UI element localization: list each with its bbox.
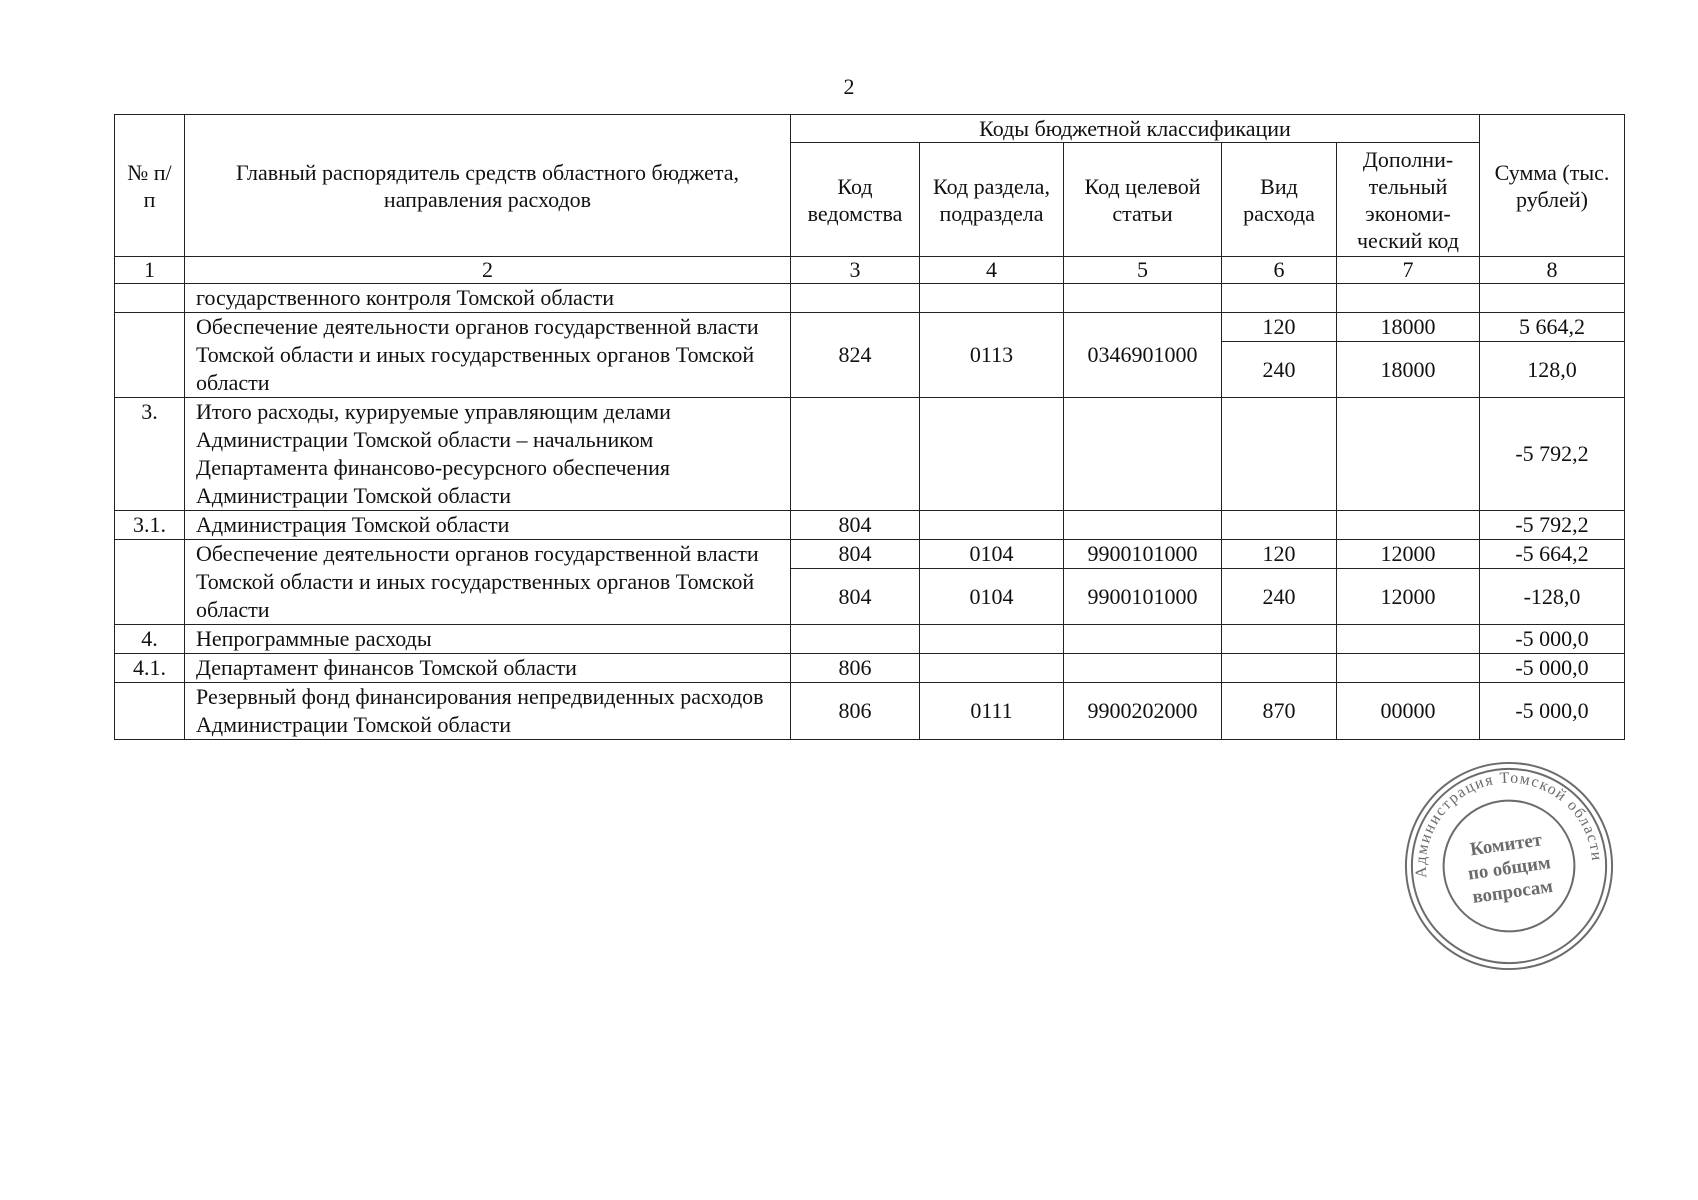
row-name: государственного контроля Томской области — [185, 284, 791, 313]
row-num-cell: 3. — [115, 398, 185, 511]
cell-summa: -5 664,2 — [1480, 540, 1625, 569]
empty-cell — [1337, 284, 1480, 313]
header-vedomstvo: Код ведомства — [791, 143, 920, 257]
cell-celevaya: 0346901000 — [1064, 313, 1222, 398]
column-number: 4 — [920, 257, 1064, 284]
row-name: Итого расходы, курируемые управляющим делами Администрации Томской области – начальником Департамента финансово-ресурсного обеспечения Администрации Томской области — [185, 398, 791, 511]
empty-cell — [1222, 654, 1337, 683]
table-header — [115, 115, 1625, 257]
empty-cell — [1337, 398, 1480, 511]
row-name: Обеспечение деятельности органов государственной власти Томской области и иных государственных органов Томской области — [185, 313, 791, 398]
cell-vid: 120 — [1222, 313, 1337, 342]
empty-cell — [1064, 625, 1222, 654]
empty-cell — [1337, 654, 1480, 683]
header-vid: Вид расхода — [1222, 143, 1337, 257]
empty-cell — [1222, 284, 1337, 313]
cell-summa: -128,0 — [1480, 569, 1625, 625]
cell-summa: 128,0 — [1480, 342, 1625, 398]
cell-vid: 120 — [1222, 540, 1337, 569]
row-name: Обеспечение деятельности органов государственной власти Томской области и иных государственных органов Томской области — [185, 540, 791, 625]
cell-dop: 12000 — [1337, 569, 1480, 625]
table-row — [115, 511, 1625, 540]
stamp-center-line: Комитет — [1468, 829, 1544, 861]
empty-cell — [1064, 654, 1222, 683]
cell-celevaya: 9900101000 — [1064, 569, 1222, 625]
column-number-row — [115, 257, 1625, 284]
header-summa: Сумма (тыс. рублей) — [1480, 115, 1625, 257]
cell-vedomstvo: 804 — [791, 569, 920, 625]
row-name: Резервный фонд финансирования непредвиденных расходов Администрации Томской области — [185, 683, 791, 740]
table-row — [115, 313, 1625, 342]
cell-razdel: 0104 — [920, 540, 1064, 569]
empty-cell — [920, 511, 1064, 540]
empty-cell — [1064, 284, 1222, 313]
column-number: 7 — [1337, 257, 1480, 284]
cell-dop: 12000 — [1337, 540, 1480, 569]
row-name: Департамент финансов Томской области — [185, 654, 791, 683]
empty-cell — [1222, 625, 1337, 654]
cell-summa: 5 664,2 — [1480, 313, 1625, 342]
empty-cell — [791, 398, 920, 511]
cell-dop: 00000 — [1337, 683, 1480, 740]
stamp-ring-text: Администрация Томской области — [1412, 769, 1606, 879]
empty-cell — [920, 284, 1064, 313]
row-num-cell — [115, 540, 185, 625]
header-dop: Дополни-тельный экономи-ческий код — [1337, 143, 1480, 257]
empty-cell — [1222, 511, 1337, 540]
empty-cell — [920, 625, 1064, 654]
header-celevaya: Код целевой статьи — [1064, 143, 1222, 257]
cell-vedomstvo: 804 — [791, 540, 920, 569]
row-num-cell: 4. — [115, 625, 185, 654]
column-number: 3 — [791, 257, 920, 284]
page-number: 2 — [843, 74, 855, 99]
cell-summa: -5 000,0 — [1480, 625, 1625, 654]
cell-summa: -5 000,0 — [1480, 654, 1625, 683]
empty-cell — [920, 398, 1064, 511]
cell-vedomstvo: 806 — [791, 654, 920, 683]
empty-cell — [1222, 398, 1337, 511]
cell-razdel: 0113 — [920, 313, 1064, 398]
column-number: 2 — [185, 257, 791, 284]
header-razdel: Код раздела, подраздела — [920, 143, 1064, 257]
row-num-cell — [115, 284, 185, 313]
column-number: 8 — [1480, 257, 1625, 284]
row-num-cell: 3.1. — [115, 511, 185, 540]
cell-summa: -5 000,0 — [1480, 683, 1625, 740]
cell-vedomstvo: 806 — [791, 683, 920, 740]
column-number: 6 — [1222, 257, 1337, 284]
cell-vid: 240 — [1222, 342, 1337, 398]
row-name: Администрация Томской области — [185, 511, 791, 540]
cell-summa: -5 792,2 — [1480, 398, 1625, 511]
empty-cell — [791, 284, 920, 313]
table-row — [115, 398, 1625, 511]
cell-dop: 18000 — [1337, 313, 1480, 342]
header-name: Главный распорядитель средств областного бюджета, направления расходов — [185, 115, 791, 257]
cell-dop: 18000 — [1337, 342, 1480, 398]
row-num-cell — [115, 683, 185, 740]
empty-cell — [1480, 284, 1625, 313]
row-num-cell: 4.1. — [115, 654, 185, 683]
table-row — [115, 683, 1625, 740]
budget-table — [114, 114, 1625, 740]
cell-vid: 240 — [1222, 569, 1337, 625]
empty-cell — [1064, 398, 1222, 511]
header-num: № п/п — [115, 115, 185, 257]
empty-cell — [1337, 511, 1480, 540]
table-row — [115, 654, 1625, 683]
cell-vid: 870 — [1222, 683, 1337, 740]
cell-vedomstvo: 824 — [791, 313, 920, 398]
stamp-center-line: по общим — [1466, 852, 1553, 885]
row-num-cell — [115, 313, 185, 398]
official-stamp — [1400, 757, 1618, 975]
table-row — [115, 625, 1625, 654]
empty-cell — [920, 654, 1064, 683]
table-row — [115, 540, 1625, 569]
empty-cell — [1337, 625, 1480, 654]
empty-cell — [791, 625, 920, 654]
cell-celevaya: 9900101000 — [1064, 540, 1222, 569]
row-name: Непрограммные расходы — [185, 625, 791, 654]
cell-vedomstvo: 804 — [791, 511, 920, 540]
column-number: 5 — [1064, 257, 1222, 284]
stamp-center-line: вопросам — [1471, 875, 1555, 908]
cell-razdel: 0111 — [920, 683, 1064, 740]
cell-celevaya: 9900202000 — [1064, 683, 1222, 740]
table-row — [115, 284, 1625, 313]
cell-razdel: 0104 — [920, 569, 1064, 625]
header-codes-group: Коды бюджетной классификации — [791, 115, 1480, 143]
empty-cell — [1064, 511, 1222, 540]
cell-summa: -5 792,2 — [1480, 511, 1625, 540]
column-number: 1 — [115, 257, 185, 284]
